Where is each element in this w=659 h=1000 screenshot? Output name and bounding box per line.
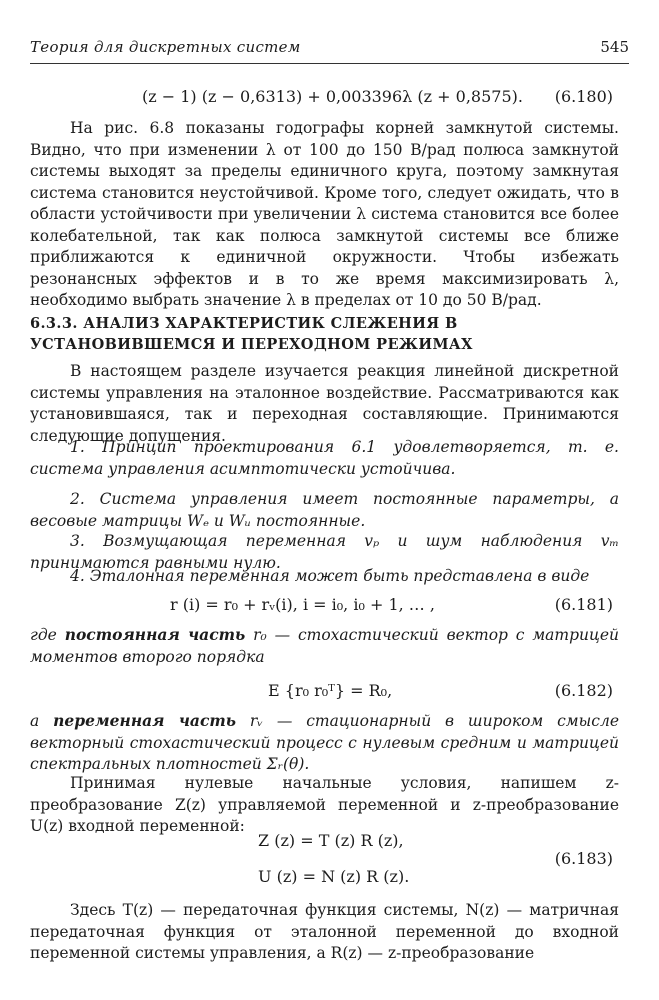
page-number: 545 <box>600 38 629 56</box>
equation-6183-line-2: U (z) = N (z) R (z). <box>258 867 410 886</box>
constant-part-term: постоянная часть <box>64 625 246 644</box>
constant-part-definition <box>30 624 619 668</box>
equation-6181: r (i) = r₀ + rᵥ(i), i = i₀, i₀ + 1, … , <box>170 595 435 614</box>
running-title: Теория для дискретных систем <box>30 38 301 56</box>
paragraph-intro: В настоящем разделе изучается реакция линейной дискретной системы управления на эталонное воздействие. Рассматриваются как установившаяся, так и переходная составляющие. Принимаются следующие допущения. <box>30 362 619 445</box>
assumption-4: 4. Эталонная переменная может быть представлена в виде <box>70 567 590 585</box>
constant-part-prefix: где <box>30 626 65 644</box>
paragraph-root-locus: На рис. 6.8 показаны годографы корней замкнутой системы. Видно, что при изменении λ от 100 до 150 В/рад полюса замкнутой системы выходят за пределы единичного круга, поэтому замкнутая система становится неустойчивой. Кроме того, следует ожидать, что в области устойчивости при увеличении λ система становится все более колебательной, так как полюса замкнутой системы все ближе приближаются к единичной окружности. Чтобы избежать резонансных эффектов и в то же время максимизировать λ, необходимо выбрать значение λ в пределах от 10 до 50 В/рад. <box>30 119 619 309</box>
equation-number-6180: (6.180) <box>554 87 613 106</box>
assumption-1: 1. Принцип проектирования 6.1 удовлетворяется, т. е. система управления асимптотически устойчива. <box>30 438 619 478</box>
variable-part-prefix: а <box>30 712 54 730</box>
section-heading: 6.3.3. АНАЛИЗ ХАРАКТЕРИСТИК СЛЕЖЕНИЯ В УСТАНОВИВШЕМСЯ И ПЕРЕХОДНОМ РЕЖИМАХ <box>30 315 473 353</box>
equation-number-6183: (6.183) <box>554 849 613 868</box>
paragraph-z-transform: Принимая нулевые начальные условия, напишем z-преобразование Z(z) управляемой переменной и z-преобразование U(z) входной переменной: <box>30 774 619 835</box>
variable-part-definition <box>30 710 619 776</box>
variable-part-term: переменная часть <box>53 711 237 730</box>
equation-number-6181: (6.181) <box>554 595 613 614</box>
equation-number-6182: (6.182) <box>554 681 613 700</box>
equation-6182: E {r₀ r₀ᵀ} = R₀, <box>268 681 393 700</box>
variable-part-rest: rᵥ — стационарный в широком смысле векторный стохастический процесс с нулевым средним и матрицей спектральных плотностей Σᵣ(θ). <box>30 712 619 773</box>
assumption-2: 2. Система управления имеет постоянные параметры, а весовые матрицы Wₑ и Wᵤ постоянные. <box>30 490 619 530</box>
assumption-3: 3. Возмущающая переменная vₚ и шум наблюдения vₘ принимаются равными нулю. <box>30 532 619 572</box>
header-rule <box>30 63 629 64</box>
paragraph-transfer-functions: Здесь T(z) — передаточная функция системы, N(z) — матричная передаточная функция от эталонной переменной до входной переменной системы управления, а R(z) — z-преобразование <box>30 901 619 962</box>
equation-6183-line-1: Z (z) = T (z) R (z), <box>258 831 404 850</box>
page-header <box>30 38 629 62</box>
constant-part-rest: r₀ — стохастический вектор с матрицей моментов второго порядка <box>30 626 619 666</box>
equation-6180: (z − 1) (z − 0,6313) + 0,003396λ (z + 0,8575). <box>142 87 523 106</box>
